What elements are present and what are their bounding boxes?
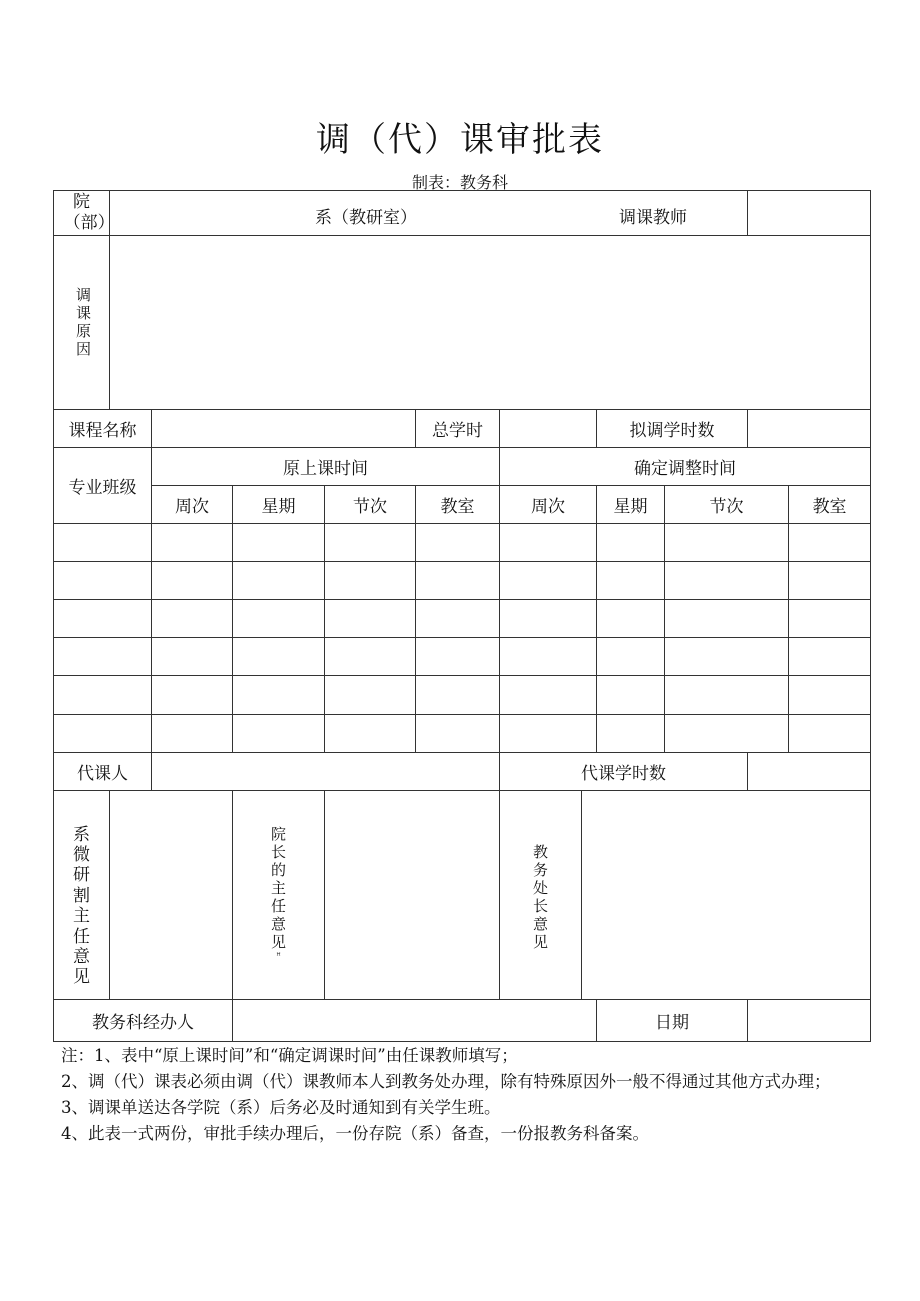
cell[interactable]	[325, 600, 416, 638]
schedule-row	[54, 714, 871, 752]
dept-head-opinion-input[interactable]	[110, 790, 233, 999]
course-name-label: 课程名称	[54, 410, 152, 448]
note-1: 注：1、表中“原上课时间”和“确定调课时间”由任课教师填写；	[61, 1046, 518, 1065]
note-3: 3、调课单送达各学院（系）后务必及时通知到有关学生班。	[61, 1098, 501, 1117]
cell[interactable]	[597, 562, 665, 600]
cell[interactable]	[325, 676, 416, 714]
class-input[interactable]	[54, 676, 152, 714]
cell[interactable]	[665, 600, 789, 638]
cell[interactable]	[416, 524, 500, 562]
cell[interactable]	[325, 714, 416, 752]
dept-label: 系（教研室）	[315, 208, 417, 228]
cell[interactable]	[665, 524, 789, 562]
class-input[interactable]	[54, 600, 152, 638]
course-row	[54, 410, 871, 448]
notes-section	[61, 1043, 851, 1147]
date-input[interactable]	[748, 999, 871, 1041]
cell[interactable]	[665, 676, 789, 714]
col-weekday-adjusted: 星期	[597, 486, 665, 524]
reason-input-cell[interactable]	[110, 236, 871, 410]
total-hours-input[interactable]	[500, 410, 597, 448]
college-label-cell	[54, 191, 115, 236]
col-weekday-original: 星期	[233, 486, 325, 524]
cell[interactable]	[416, 676, 500, 714]
schedule-row	[54, 676, 871, 714]
cell[interactable]	[789, 562, 871, 600]
cell[interactable]	[233, 714, 325, 752]
dept-cell[interactable]	[110, 191, 748, 236]
col-week-adjusted: 周次	[500, 486, 597, 524]
cell[interactable]	[325, 562, 416, 600]
col-period-adjusted: 节次	[665, 486, 789, 524]
dean-opinion-input[interactable]	[325, 790, 500, 999]
academic-head-opinion-input[interactable]	[582, 790, 871, 999]
cell[interactable]	[665, 638, 789, 676]
cell[interactable]	[416, 562, 500, 600]
class-label: 专业班级	[54, 448, 152, 524]
academic-head-opinion-label: 教务处长意见	[532, 842, 548, 951]
class-input[interactable]	[54, 638, 152, 676]
cell[interactable]	[416, 638, 500, 676]
form-subtitle: 制表：教务科	[411, 173, 508, 192]
reason-label-cell	[54, 236, 110, 410]
header-row	[54, 191, 871, 236]
handler-input[interactable]	[233, 999, 597, 1041]
substitute-hours-label: 代课学时数	[500, 752, 748, 790]
planned-hours-label: 拟调学时数	[597, 410, 748, 448]
dean-opinion-label-cell	[233, 790, 325, 999]
cell[interactable]	[233, 676, 325, 714]
col-week-original: 周次	[152, 486, 233, 524]
cell[interactable]	[152, 562, 233, 600]
substitute-input[interactable]	[152, 752, 500, 790]
reason-label: 调课原因	[75, 286, 91, 359]
footer-row	[54, 999, 871, 1041]
original-time-label: 原上课时间	[152, 448, 500, 486]
schedule-columns-row	[54, 486, 871, 524]
adjusted-time-label: 确定调整时间	[500, 448, 871, 486]
cell[interactable]	[325, 638, 416, 676]
class-input[interactable]	[54, 524, 152, 562]
substitute-hours-input[interactable]	[748, 752, 871, 790]
reason-row	[54, 236, 871, 410]
cell[interactable]	[233, 600, 325, 638]
teacher-input-cell[interactable]	[748, 191, 871, 236]
date-label: 日期	[597, 999, 748, 1041]
class-input[interactable]	[54, 714, 152, 752]
cell[interactable]	[152, 524, 233, 562]
planned-hours-input[interactable]	[748, 410, 871, 448]
cell[interactable]	[665, 714, 789, 752]
schedule-header-row	[54, 448, 871, 486]
cell[interactable]	[500, 714, 597, 752]
col-room-original: 教室	[416, 486, 500, 524]
schedule-row	[54, 600, 871, 638]
cell[interactable]	[233, 524, 325, 562]
academic-head-opinion-label-cell	[500, 790, 582, 999]
col-room-adjusted: 教室	[789, 486, 871, 524]
class-input[interactable]	[54, 562, 152, 600]
cell[interactable]	[416, 714, 500, 752]
cell[interactable]	[500, 600, 597, 638]
cell[interactable]	[597, 714, 665, 752]
dept-head-opinion-label: 系微研割主任意见	[73, 824, 90, 988]
schedule-row	[54, 562, 871, 600]
dept-head-opinion-label-cell	[54, 790, 110, 999]
cell[interactable]	[665, 562, 789, 600]
cell[interactable]	[152, 714, 233, 752]
cell[interactable]	[597, 676, 665, 714]
cell[interactable]	[500, 562, 597, 600]
cell[interactable]	[789, 714, 871, 752]
teacher-label: 调课教师	[619, 208, 687, 228]
cell[interactable]	[789, 638, 871, 676]
schedule-row	[54, 524, 871, 562]
cell[interactable]	[416, 600, 500, 638]
form-title: 调（代）课审批表	[316, 120, 604, 160]
cell[interactable]	[233, 562, 325, 600]
note-2: 2、调（代）课表必须由调（代）课教师本人到教务处办理，除有特殊原因外一般不得通过其他方式办理；	[61, 1072, 831, 1091]
cell[interactable]	[152, 676, 233, 714]
opinions-row	[54, 790, 871, 999]
cell[interactable]	[500, 524, 597, 562]
cell[interactable]	[597, 600, 665, 638]
handler-label: 教务科经办人	[54, 999, 233, 1041]
cell[interactable]	[500, 676, 597, 714]
note-4: 4、此表一式两份，审批手续办理后，一份存院（系）备查，一份报教务科备案。	[61, 1124, 649, 1143]
cell[interactable]	[152, 600, 233, 638]
college-label: 院（部）	[63, 191, 115, 234]
course-name-input[interactable]	[152, 410, 416, 448]
cell[interactable]	[597, 524, 665, 562]
cell[interactable]	[152, 638, 233, 676]
cell[interactable]	[789, 600, 871, 638]
substitute-label: 代课人	[54, 752, 152, 790]
cell[interactable]	[500, 638, 597, 676]
cell[interactable]	[325, 524, 416, 562]
cell[interactable]	[789, 524, 871, 562]
cell[interactable]	[233, 638, 325, 676]
approval-form-table	[53, 190, 871, 1042]
cell[interactable]	[789, 676, 871, 714]
dean-opinion-label: 院长的主任意见	[270, 824, 286, 951]
dean-opinion-mark: ꟸ	[276, 951, 281, 960]
substitute-row	[54, 752, 871, 790]
col-period-original: 节次	[325, 486, 416, 524]
schedule-row	[54, 638, 871, 676]
cell[interactable]	[597, 638, 665, 676]
total-hours-label: 总学时	[416, 410, 500, 448]
